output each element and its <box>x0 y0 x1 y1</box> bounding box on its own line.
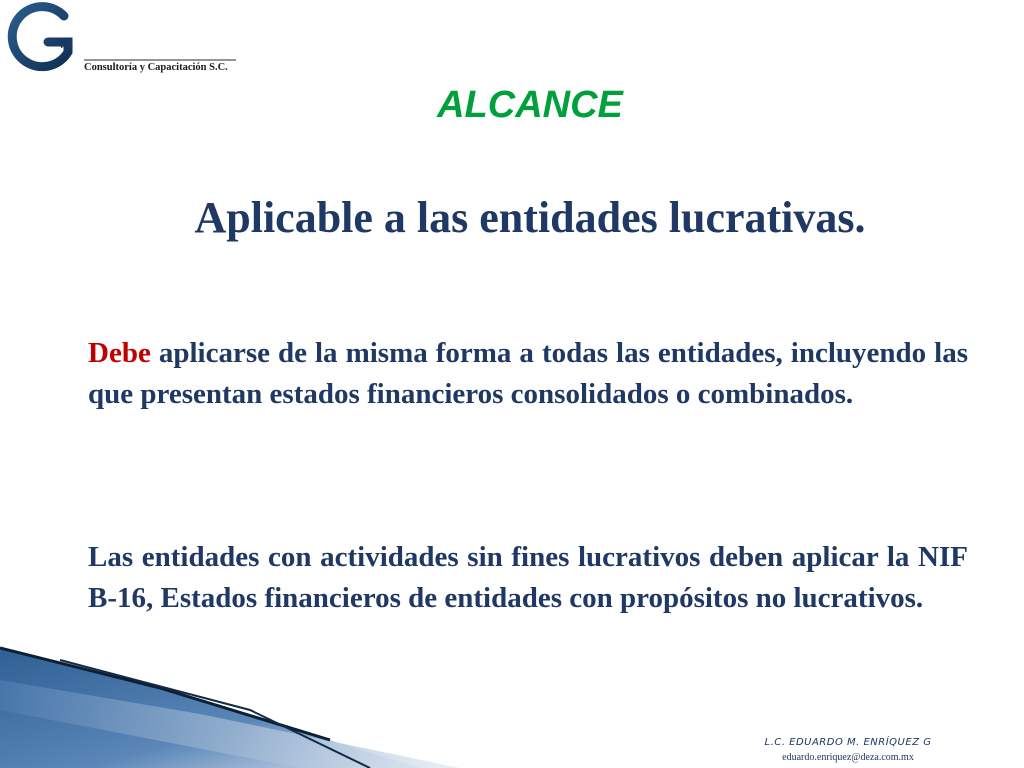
footer-email: eduardo.enriquez@deza.com.mx <box>782 752 914 763</box>
company-logo <box>4 2 244 78</box>
logo-caption: Consultoría y Capacitación S.C. <box>84 62 228 73</box>
decorative-swoosh <box>0 640 1024 768</box>
footer-author: L.C. EDUARDO M. ENRÍQUEZ G <box>764 737 932 748</box>
paragraph-nonprofit: Las entidades con actividades sin fines lucrativos deben aplicar la NIF B-16, Estados financieros de entidades con propósitos no lucrativos. <box>88 541 968 614</box>
slide-title: ALCANCE <box>437 84 623 126</box>
logo-letters: va <box>58 36 73 52</box>
slide-subtitle: Aplicable a las entidades lucrativas. <box>194 193 866 242</box>
paragraph-lead-word: Debe <box>88 337 151 369</box>
paragraph-scope <box>88 333 968 415</box>
paragraph-scope-text: aplicarse de la misma forma a todas las entidades, incluyendo las que presentan estados financieros consolidados o combinados. <box>88 337 968 410</box>
